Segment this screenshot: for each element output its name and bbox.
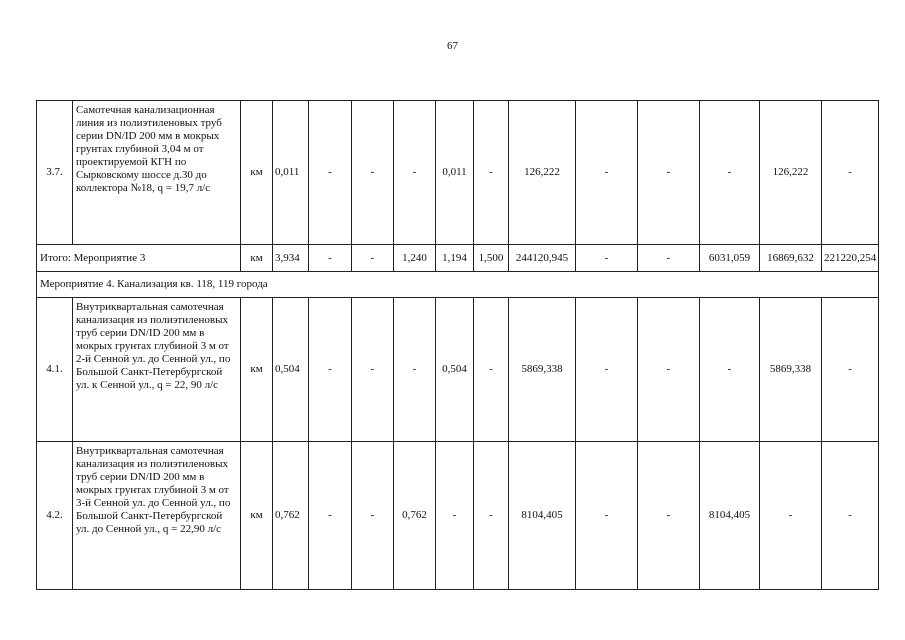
value-cell: 0,504	[436, 298, 474, 442]
value-cell: -	[638, 101, 700, 245]
value-cell: -	[638, 298, 700, 442]
value-cell: -	[822, 298, 879, 442]
value-cell: -	[474, 442, 509, 590]
value-cell: -	[700, 101, 760, 245]
section-heading: Мероприятие 4. Канализация кв. 118, 119 города	[37, 272, 879, 298]
value-cell: -	[309, 442, 352, 590]
value-cell: 16869,632	[760, 245, 822, 272]
cost-table	[36, 100, 879, 590]
value-cell: -	[638, 442, 700, 590]
value-cell: -	[576, 101, 638, 245]
value-cell: -	[576, 245, 638, 272]
value-cell: -	[352, 101, 394, 245]
value-cell: 8104,405	[700, 442, 760, 590]
unit-cell: км	[241, 245, 273, 272]
value-cell: 3,934	[273, 245, 309, 272]
value-cell: 1,240	[394, 245, 436, 272]
value-cell: -	[309, 101, 352, 245]
value-cell: -	[576, 298, 638, 442]
row-description: Самотечная канализационная линия из полиэтиленовых труб серии DN/ID 200 мм в мокрых грунтах глубиной 3,04 м от проектируемой КГН по Сырковскому шоссе д.30 до коллектора №18, q = 19,7 л/с	[73, 101, 241, 245]
value-cell: 5869,338	[760, 298, 822, 442]
table-row-3-7	[37, 101, 879, 245]
value-cell: 0,011	[273, 101, 309, 245]
row-description: Внутриквартальная самотечная канализация из полиэтиленовых труб серии DN/ID 200 мм в мокрых грунтах глубиной 3 м от 2-й Сенной ул. до Сенной ул., по Большой Санкт-Петербургской ул. к Сенной ул., q = 22, 90 л/с	[73, 298, 241, 442]
total-label: Итого: Мероприятие 3	[37, 245, 241, 272]
row-number: 4.2.	[37, 442, 73, 590]
value-cell: -	[309, 245, 352, 272]
unit-cell: км	[241, 101, 273, 245]
unit-cell: км	[241, 298, 273, 442]
value-cell: -	[436, 442, 474, 590]
value-cell: 126,222	[760, 101, 822, 245]
row-description: Внутриквартальная самотечная канализация из полиэтиленовых труб серии DN/ID 200 мм в мокрых грунтах глубиной 3 м от 3-й Сенной ул. до Сенной ул., по Большой Санкт-Петербургской ул. до Сенной ул., q = 22,90 л/с	[73, 442, 241, 590]
unit-cell: км	[241, 442, 273, 590]
value-cell: -	[638, 245, 700, 272]
value-cell: -	[394, 298, 436, 442]
value-cell: 244120,945	[509, 245, 576, 272]
value-cell: 1,194	[436, 245, 474, 272]
value-cell: 5869,338	[509, 298, 576, 442]
value-cell: 8104,405	[509, 442, 576, 590]
value-cell: -	[352, 298, 394, 442]
value-cell: 221220,254	[822, 245, 879, 272]
value-cell: -	[352, 442, 394, 590]
value-cell: 126,222	[509, 101, 576, 245]
value-cell: -	[700, 298, 760, 442]
value-cell: -	[576, 442, 638, 590]
value-cell: -	[760, 442, 822, 590]
value-cell: -	[474, 298, 509, 442]
value-cell: 0,762	[394, 442, 436, 590]
row-number: 4.1.	[37, 298, 73, 442]
value-cell: 6031,059	[700, 245, 760, 272]
value-cell: -	[822, 101, 879, 245]
page-number: 67	[447, 40, 458, 52]
value-cell: 0,504	[273, 298, 309, 442]
value-cell: -	[474, 101, 509, 245]
table-row-4-2	[37, 442, 879, 590]
value-cell: 1,500	[474, 245, 509, 272]
value-cell: -	[822, 442, 879, 590]
table-row-section-4	[37, 272, 879, 298]
value-cell: 0,762	[273, 442, 309, 590]
value-cell: 0,011	[436, 101, 474, 245]
value-cell: -	[394, 101, 436, 245]
value-cell: -	[309, 298, 352, 442]
table-row-total-3	[37, 245, 879, 272]
table-row-4-1	[37, 298, 879, 442]
value-cell: -	[352, 245, 394, 272]
row-number: 3.7.	[37, 101, 73, 245]
